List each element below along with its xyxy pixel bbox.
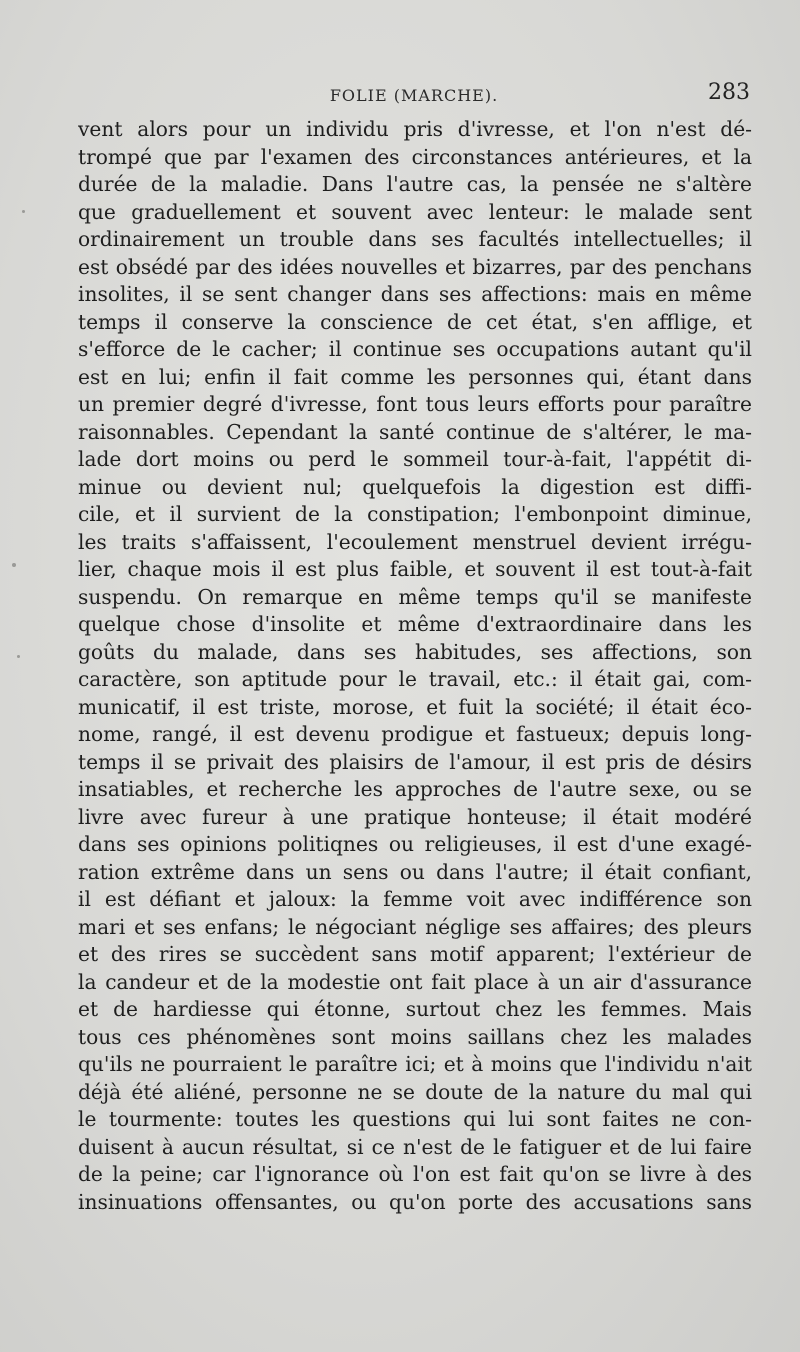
- text-line: caractère, son aptitude pour le travail, etc.: il était gai, com-: [78, 667, 752, 691]
- text-line: insinuations offensantes, ou qu'on porte des accusations sans: [78, 1189, 752, 1214]
- text-line: lade dort moins ou perd le sommeil tour-à-fait, l'appétit di-: [78, 447, 752, 471]
- text-line: est en lui; enfin il fait comme les personnes qui, étant dans: [78, 364, 752, 389]
- paper-speck: [22, 210, 25, 213]
- text-line: quelque chose d'insolite et même d'extraordinaire dans les: [78, 612, 752, 636]
- text-line: temps il se privait des plaisirs de l'amour, il est pris de désirs: [78, 749, 752, 774]
- running-title: FOLIE (MARCHE).: [329, 86, 499, 105]
- paper-speck: [17, 655, 20, 658]
- text-line: tous ces phénomènes sont moins saillans chez les malades: [78, 1024, 752, 1049]
- text-line: insolites, il se sent changer dans ses affections: mais en même: [78, 282, 752, 306]
- text-line: dans ses opinions politiqnes ou religieuses, il est d'une exagé-: [78, 832, 752, 856]
- text-line: et des rires se succèdent sans motif apparent; l'extérieur de: [78, 942, 752, 966]
- text-line: que graduellement et souvent avec lenteur: le malade sent: [78, 199, 752, 224]
- text-line: trompé que par l'examen des circonstances antérieures, et la: [78, 144, 752, 169]
- text-line: mari et ses enfans; le négociant néglige ses affaires; des pleurs: [78, 914, 752, 939]
- text-line: ordinairement un trouble dans ses facultés intellectuelles; il: [78, 227, 752, 251]
- text-line: les traits s'affaissent, l'ecoulement menstruel devient irrégu-: [78, 529, 752, 554]
- text-line: raisonnables. Cependant la santé continue de s'altérer, le ma-: [78, 419, 752, 444]
- text-line: de la peine; car l'ignorance où l'on est fait qu'on se livre à des: [78, 1162, 752, 1186]
- text-line: ration extrême dans un sens ou dans l'autre; il était confiant,: [78, 859, 752, 884]
- text-line: municatif, il est triste, morose, et fuit la société; il était éco-: [78, 694, 752, 719]
- text-line: goûts du malade, dans ses habitudes, ses affections, son: [78, 639, 752, 664]
- text-line: la candeur et de la modestie ont fait place à un air d'assurance: [78, 969, 752, 994]
- text-line: temps il conserve la conscience de cet état, s'en afflige, et: [78, 309, 752, 334]
- text-line: durée de la maladie. Dans l'autre cas, la pensée ne s'altère: [78, 172, 752, 196]
- text-line: qu'ils ne pourraient le paraître ici; et à moins que l'individu n'ait: [78, 1052, 752, 1076]
- text-line: suspendu. On remarque en même temps qu'il se manifeste: [78, 584, 752, 609]
- text-line: et de hardiesse qui étonne, surtout chez les femmes. Mais: [78, 997, 752, 1021]
- text-line: nome, rangé, il est devenu prodigue et fastueux; depuis long-: [78, 722, 752, 746]
- text-line: déjà été aliéné, personne ne se doute de la nature du mal qui: [78, 1079, 752, 1104]
- text-line: minue ou devient nul; quelquefois la digestion est diffi-: [78, 474, 752, 499]
- body-text: [78, 116, 752, 1216]
- text-line: est obsédé par des idées nouvelles et bizarres, par des penchans: [78, 254, 752, 279]
- text-line: vent alors pour un individu pris d'ivresse, et l'on n'est dé-: [78, 117, 752, 141]
- text-line: livre avec fureur à une pratique honteuse; il était modéré: [78, 804, 752, 829]
- text-line: s'efforce de le cacher; il continue ses occupations autant qu'il: [78, 337, 752, 361]
- text-line: lier, chaque mois il est plus faible, et souvent il est tout-à-fait: [78, 557, 752, 581]
- text-line: insatiables, et recherche les approches de l'autre sexe, ou se: [78, 777, 752, 801]
- text-line: il est défiant et jaloux: la femme voit avec indifférence son: [78, 887, 752, 911]
- page-number: 283: [708, 80, 750, 105]
- paper-speck: [12, 563, 16, 567]
- page-header: [78, 80, 750, 110]
- text-line: cile, et il survient de la constipation; l'embonpoint diminue,: [78, 502, 752, 526]
- text-line: un premier degré d'ivresse, font tous leurs efforts pour paraître: [78, 392, 752, 416]
- text-line: duisent à aucun résultat, si ce n'est de le fatiguer et de lui faire: [78, 1134, 752, 1159]
- text-line: le tourmente: toutes les questions qui lui sont faites ne con-: [78, 1107, 752, 1131]
